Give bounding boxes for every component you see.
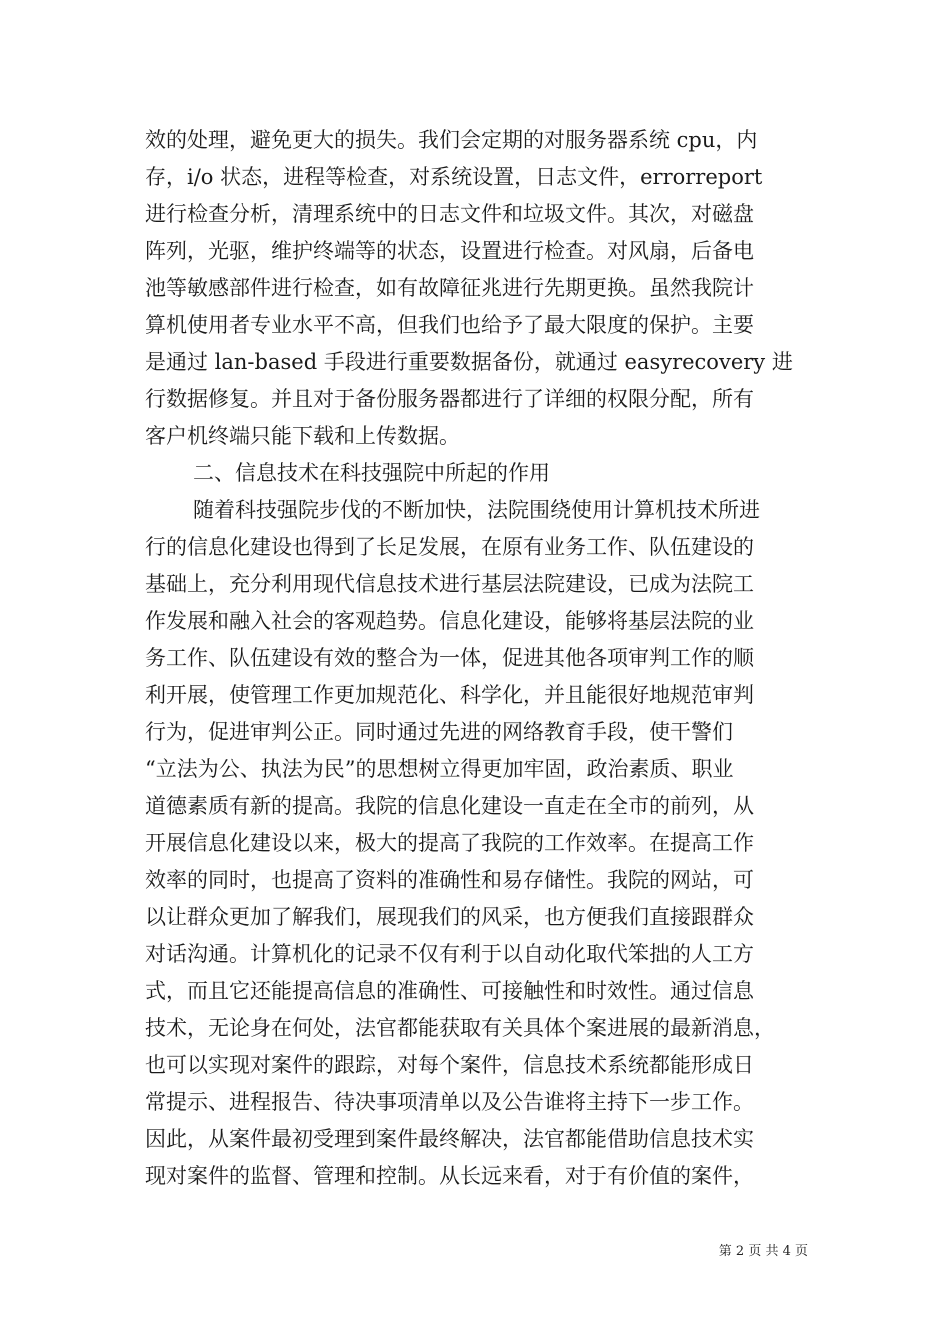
text-line: 务工作、队伍建设有效的整合为一体，促进其他各项审判工作的顺: [145, 646, 754, 670]
text-line: 基础上，充分利用现代信息技术进行基层法院建设，已成为法院工: [145, 572, 754, 596]
text-line: 也可以实现对案件的跟踪，对每个案件，信息技术系统都能形成日: [145, 1053, 754, 1077]
text-line: 作发展和融入社会的客观趋势。信息化建设，能够将基层法院的业: [145, 609, 754, 633]
section-heading: 二、信息技术在科技强院中所起的作用: [193, 461, 550, 485]
text-line: 存，i/o 状态，进程等检查，对系统设置，日志文件，errorreport: [145, 165, 763, 189]
text-line: 行的信息化建设也得到了长足发展，在原有业务工作、队伍建设的: [145, 535, 754, 559]
text-line: 行为，促进审判公正。同时通过先进的网络教育手段，使干警们: [145, 720, 733, 744]
text-line: 效率的同时，也提高了资料的准确性和易存储性。我院的网站，可: [145, 868, 754, 892]
text-line: 阵列，光驱，维护终端等的状态，设置进行检查。对风扇，后备电: [145, 239, 754, 263]
text-line: 式，而且它还能提高信息的准确性、可接触性和时效性。通过信息: [145, 979, 754, 1003]
text-line: 开展信息化建设以来，极大的提高了我院的工作效率。在提高工作: [145, 831, 754, 855]
text-line: 是通过 lan-based 手段进行重要数据备份，就通过 easyrecovery 进: [145, 350, 793, 374]
text-line: 现对案件的监督、管理和控制。从长远来看，对于有价值的案件，: [145, 1164, 754, 1188]
text-line: 算机使用者专业水平不高，但我们也给予了最大限度的保护。主要: [145, 313, 754, 337]
page-number-footer: 第 2 页 共 4 页: [718, 1244, 808, 1259]
text-line: 因此，从案件最初受理到案件最终解决，法官都能借助信息技术实: [145, 1127, 754, 1151]
text-line: 行数据修复。并且对于备份服务器都进行了详细的权限分配，所有: [145, 387, 754, 411]
paragraph-first-line: 随着科技强院步伐的不断加快，法院围绕使用计算机技术所进: [193, 498, 760, 522]
body-text: [145, 122, 810, 1195]
text-line: 技术，无论身在何处，法官都能获取有关具体个案进展的最新消息，: [145, 1016, 775, 1040]
text-line: 常提示、进程报告、待决事项清单以及公告谁将主持下一步工作。: [145, 1090, 754, 1114]
text-line: 利开展，使管理工作更加规范化、科学化，并且能很好地规范审判: [145, 683, 754, 707]
text-line: 进行检查分析，清理系统中的日志文件和垃圾文件。其次，对磁盘: [145, 202, 754, 226]
text-line: 池等敏感部件进行检查，如有故障征兆进行先期更换。虽然我院计: [145, 276, 754, 300]
text-line: 以让群众更加了解我们，展现我们的风采，也方便我们直接跟群众: [145, 905, 754, 929]
text-line: “立法为公、执法为民”的思想树立得更加牢固，政治素质、职业: [145, 757, 734, 781]
text-line: 客户机终端只能下载和上传数据。: [145, 424, 460, 448]
text-line: 效的处理，避免更大的损失。我们会定期的对服务器系统 cpu，内: [145, 128, 758, 152]
text-line: 道德素质有新的提高。我院的信息化建设一直走在全市的前列，从: [145, 794, 754, 818]
text-line: 对话沟通。计算机化的记录不仅有利于以自动化取代笨拙的人工方: [145, 942, 754, 966]
